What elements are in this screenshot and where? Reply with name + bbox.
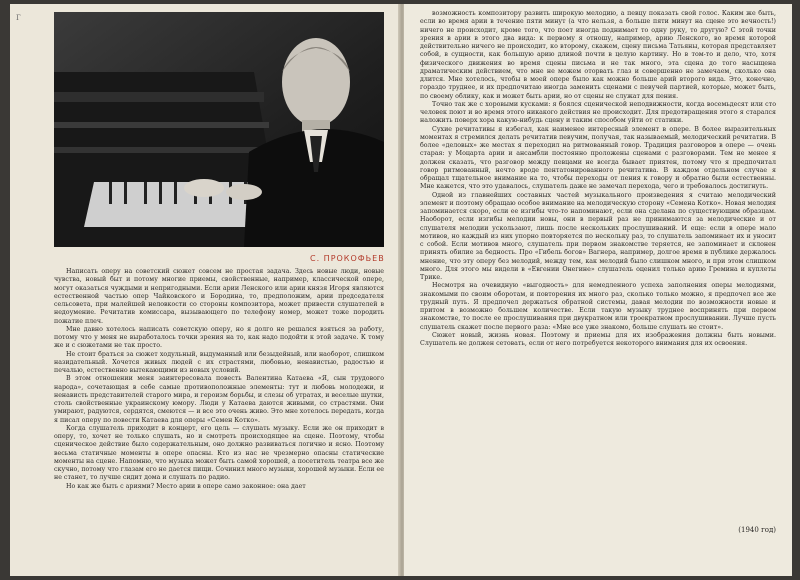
left-page <box>10 4 402 576</box>
photo-illustration <box>54 12 384 247</box>
page-mark: Г <box>16 14 21 22</box>
paragraph: В этом отношении меня заинтересовала повесть Валентина Катаева «Я, сын трудового народа», сочетающая в себе самые противоположные элементы: тут и любовь молодежи, и ненависть представителей старого мира, и героизм борьбы, и слезы об утратах, и веселые шутки, столь свойственные украинскому юмору. Люди у Катаева даются живыми, со страстями. Они умирают, радуются, сердятся, смеются — и все это очень живо. Это мне хотелось передать, когда я писал оперу по повести Катаева для оперы «Семен Котко». <box>54 375 384 424</box>
paragraph: Несмотря на очевидную «выгодность» для немедленного успеха заполнения оперы мелодиями, знакомыми по своим оборотам, и повторения их много раз, сколько только можно, я предпочел все же трудный путь. Я предпочел держаться обратной системы, давая мелодии по возможности новые и притом в возможно большем количестве. Если такую музыку труднее воспринять при первом знакомстве, то после ее прослушивания при двукратном или троекратном прослушивании. Лучше пусть слушатель скажет после первого раза: «Мне все уже знакомо, больше слушать не стоит». <box>420 282 776 331</box>
right-text-column <box>420 10 776 348</box>
paragraph: Сюжет новый, жизнь новая. Поэтому и приемы для их изображения должны быть новыми. Слушатель не должен сетовать, если от него потребуется некоторого внимания для их освоения. <box>420 331 776 347</box>
paragraph: Сухие речитативы я избегал, как наименее интересный элемент в опере. В более выразительных моментах я стремился делать речитатив певучим, получая, так называемый, мелодический речитатив. В более «деловых» же местах я переходил на ритмованный говор. Традиция разговоров в опере — очень старая: у Моцарта арии и ансамбли постоянно проложены сценами с разговорами. Тем не менее я должен сказать, что разговор между певцами не всегда бывает приятен, потому что я предпочитал говор ритмованный, нечто вроде пентатонированного речитатива. В каждом отдельном случае я обращал тщательное внимание на то, чтобы переходы от пения к говору и обратно были естественны. Мне кажется, что это удавалось, слушатель даже не замечал перехода, чего и требовалось достигнуть. <box>420 125 776 191</box>
left-text-column <box>54 268 384 491</box>
paragraph: Написать оперу на советский сюжет совсем не простая задача. Здесь новые люди, новые чувства, новый быт и потому многие приемы, свойственные, например, классической опере, могут оказаться чуждыми и непригодными. Если арии Ленского или арии князя Игоря являются естественной частью опер Чайковского и Бородина, то, предположим, арии председателя сельсовета, при малейшей неловкости со стороны композитора, может привести слушателей в недоумение. Речитатив комиссара, вызывающего по телефону номер, может тоже породить пожатие плеч. <box>54 268 384 325</box>
portrait-photo <box>54 12 384 247</box>
paragraph: возможность композитору развить широкую мелодию, а певцу показать свой голос. Каким же быть, если во время арии в течение пяти минут (а что нельзя, а больше пяти минут на сцене это вечность!) ничего не происходит, кроме того, что поет иногда поднимает то одну руку, то другую? С этой точки зрения в арии в этого два вида: к первому я отношу, например, арию Ленского, во время которой действительно ничего не происходит, ко второму, скажем, сцену письма Татьяны, которая представляет собой, в сущности, как большую арию длиной почти в целую картину. Но в том-то и дело, что, хотя физического движения во время сцены письма и не так много, эта сцена до того насыщена драматическим действием, что мне не можем оторвать глаз и совершенно не замечаем, сколько она длится. Мне хотелось, чтобы в моей опере было как можно больше арий второго вида. Это, конечно, гораздо труднее, и их предпочитаю иногда заменить сценами с певучей партией, которые, может быть, по своему облику, как и может быть арии, но от сцены не служат для пения. <box>420 10 776 100</box>
date-note: (1940 год) <box>738 526 776 534</box>
book-spread <box>10 4 792 576</box>
paragraph: Но как же быть с ариями? Место арии в опере само законное: она дает <box>66 482 306 490</box>
paragraph: Не стоит браться за сюжет ходульный, выдуманный или безыдейный, или наоборот, слишком назидательный. Хочется живых людей с их страстями, любовью, ненавистью, радостью и печалью, естественно вытекающими из новых условий. <box>54 350 384 374</box>
paragraph: Одной из главнейших составных частей музыкального произведения я считаю мелодический элемент и поэтому обращаю особое внимание на мелодическую сторону «Семена Котко». Новая мелодия запоминается скоро, если ее изгибы что-то напоминают, если она сделана по существующим образцам. Наоборот, если изгибы мелодии новы, они в первый раз не принимаются за мелодические и от слушателя мелодии ускользают, лишь после нескольких прослушиваний. И еще: если в опере мало мотивов, но каждый из них упорно повторяется по нескольку раз, то слушатель запоминает их и уносит с собой. Если мотивов много, слушатель при первом знакомстве теряется, не запоминает и склонен принять обилие за бедность. Про «Гибель богов» Вагнера, например, долгое время в публике держалось мнение, что эту оперу без мелодий, между тем, как мелодий было слишком много, и при этом слишком много. Для этого мы видели в «Евгении Онегине» слушатель оценил только арию Гремина и куплеты Трике. <box>420 191 776 281</box>
paragraph: Когда слушатель приходит в концерт, его цель — слушать музыку. Если же он приходит в оперу, то, хочет не только слушать, но и смотреть происходящее на сцене. Поэтому, чтобы сценическое действие было содержательным, оно должно развиваться логично и ясно. Поэтому весьма статичные моменты в опере опасны. Кто из нас не чрезмерно опасны статические моменты на сцене. Напомню, что музыка может быть самой хорошей, а посетитель театра все же скучно, потому что глазам его не дается пищи. Сочинил много музыки, хорошей музыки. Если ее не станет, то лучше сидит дома и слушать по радио. <box>54 424 384 482</box>
photo-caption: С. ПРОКОФЬЕВ <box>310 254 385 263</box>
right-page <box>404 4 792 576</box>
paragraph: Мне давно хотелось написать советскую оперу, но я долго не решался взяться за работу, потому что у меня не выработалось точки зрения на то, как надо подойти к этой задаче. К тому же и с сюжетами не так просто. <box>54 325 384 350</box>
paragraph: Точно так же с хоровыми кусками: я боялся сценической неподвижности, когда восемьдесят или сто человек поют и во время этого никакого действия не происходит. Для предотвращения этого я старался наложить поверх хора какую-нибудь сцену и таким способом уйти от статики. <box>420 100 776 125</box>
